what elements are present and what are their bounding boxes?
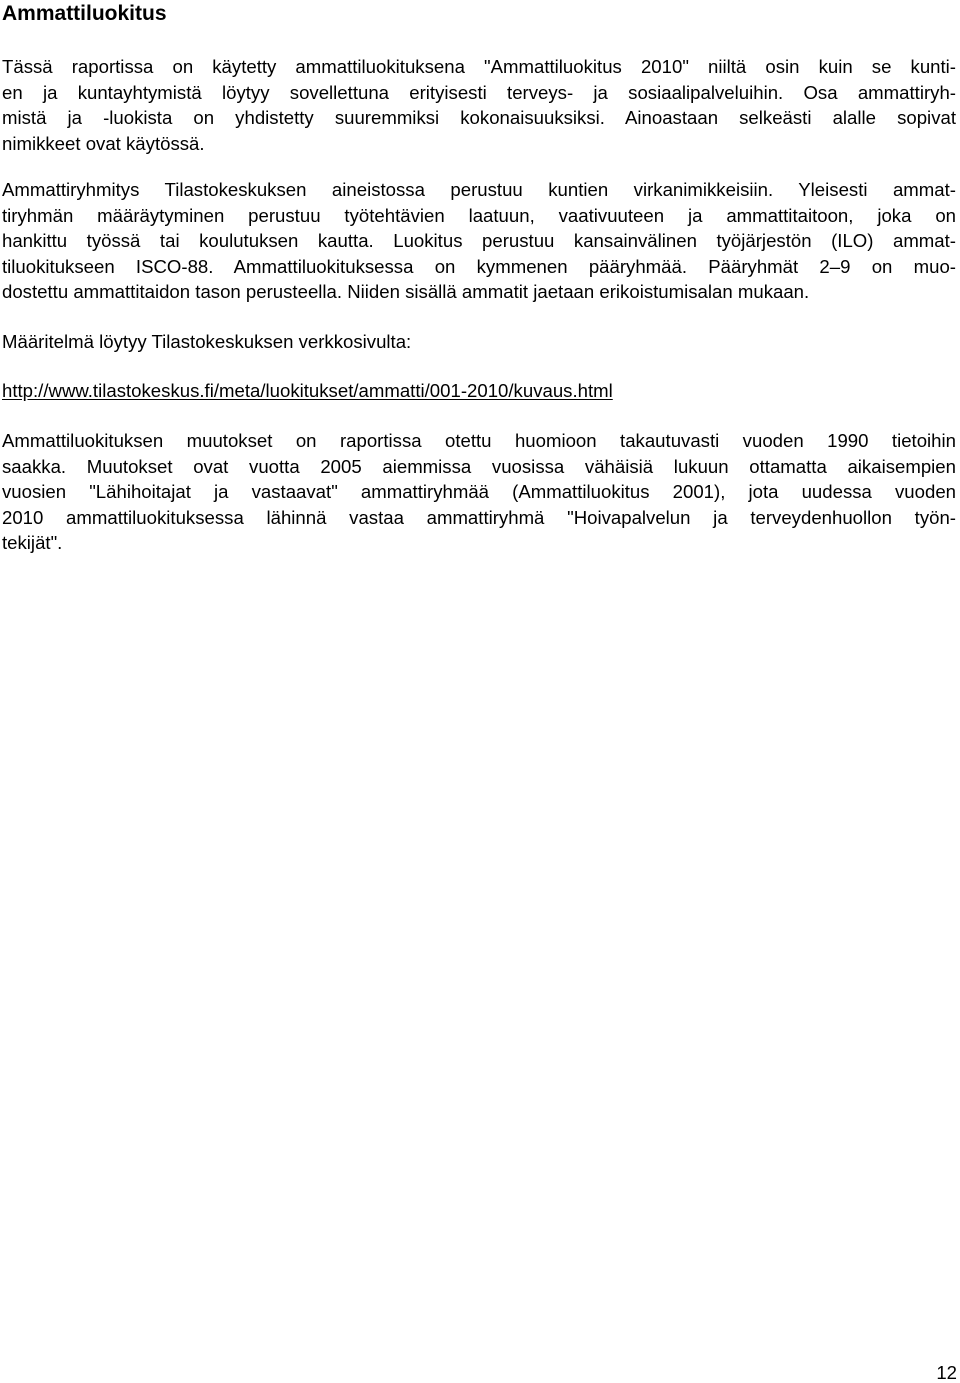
definition-link[interactable]: http://www.tilastokeskus.fi/meta/luokitukset/ammatti/001-2010/kuvaus.html xyxy=(2,380,613,401)
paragraph-line: vuosien "Lähihoitajat ja vastaavat" ammattiryhmää (Ammattiluokitus 2001), jota uudessa vuoden xyxy=(2,481,956,502)
paragraph-line: saakka. Muutokset ovat vuotta 2005 aiemmissa vuosissa vähäisiä lukuun ottamatta aikaisempien xyxy=(2,455,956,477)
page-number: 12 xyxy=(936,1362,957,1383)
paragraph-line: tiluokitukseen ISCO-88. Ammattiluokituksessa on kymmenen pääryhmää. Pääryhmät 2–9 on muo- xyxy=(2,255,956,277)
paragraph-line: 2010 ammattiluokituksessa lähinnä vastaa ammattiryhmä "Hoivapalvelun ja terveydenhuollon työn- xyxy=(2,506,956,528)
paragraph-line: hankittu työssä tai koulutuksen kautta. Luokitus perustuu kansainvälinen työjärjestön (ILO) ammat- xyxy=(2,230,956,251)
paragraph-classification-intro xyxy=(2,54,956,156)
paragraph-line: dostettu ammattitaidon tason perusteella. Niiden sisällä ammatit jaetaan erikoistumisalan mukaan. xyxy=(2,281,810,302)
link-line xyxy=(2,378,956,404)
paragraph-line: Määritelmä löytyy Tilastokeskuksen verkkosivulta: xyxy=(2,331,412,352)
paragraph-line: tiryhmän määräytyminen perustuu työtehtävien laatuun, vaativuuteen ja ammattitaitoon, joka on xyxy=(2,204,956,226)
paragraph-classification-changes xyxy=(2,428,956,556)
paragraph-line: Ammattiluokituksen muutokset on raportissa otettu huomioon takautuvasti vuoden 1990 tietoihin xyxy=(2,430,956,451)
paragraph-link xyxy=(2,378,956,404)
paragraph-line: Ammattiryhmitys Tilastokeskuksen aineistossa perustuu kuntien virkanimikkeisiin. Yleisesti ammat- xyxy=(2,179,956,200)
paragraph-grouping-basis xyxy=(2,177,956,305)
paragraph-definition-source xyxy=(2,329,956,355)
paragraph-line: nimikkeet ovat käytössä. xyxy=(2,132,205,154)
page-title: Ammattiluokitus xyxy=(2,2,167,25)
paragraph-line: mistä ja -luokista on yhdistetty suuremmiksi kokonaisuuksiksi. Ainoastaan selkeästi alalle sopivat xyxy=(2,107,956,128)
paragraph-line: tekijät". xyxy=(2,532,63,553)
paragraph-line: Tässä raportissa on käytetty ammattiluokituksena "Ammattiluokitus 2010" niiltä osin kuin se kunti- xyxy=(2,56,956,77)
paragraph-line: en ja kuntayhtymistä löytyy sovellettuna erityisesti terveys- ja sosiaalipalveluihin. Osa ammattiryh- xyxy=(2,81,956,103)
